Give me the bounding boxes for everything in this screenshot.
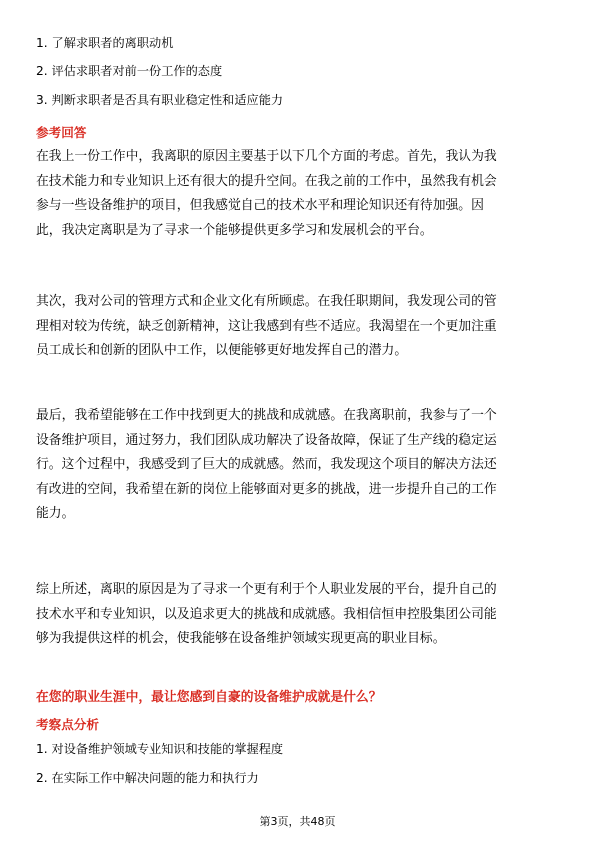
paragraph-line: 在我上一份工作中，我离职的原因主要基于以下几个方面的考虑。首先，我认为我 <box>36 149 497 164</box>
paragraph-line: 设备维护项目，通过努力，我们团队成功解决了设备故障，保证了生产线的稳定运 <box>36 432 497 448</box>
paragraph-line: 够为我提供这样的机会，使我能够在设备维护领域实现更高的职业目标。 <box>36 631 446 646</box>
paragraph-line: 其次，我对公司的管理方式和企业文化有所顾虑。在我任职期间，我发现公司的管 <box>36 294 497 309</box>
intent-item-3: 3. 判断求职者是否具有职业稳定性和适应能力 <box>36 93 284 107</box>
paragraph-line: 参与一些设备维护的项目，但我感觉自己的技术水平和理论知识还有待加强。因 <box>36 198 484 213</box>
analysis-heading: 考察点分析 <box>36 717 99 732</box>
paragraph-line: 员工成长和创新的团队中工作，以便能够更好地发挥自己的潜力。 <box>36 343 408 358</box>
paragraph-line: 此，我决定离职是为了寻求一个能够提供更多学习和发展机会的平台。 <box>36 222 433 238</box>
answer-heading: 参考回答 <box>36 125 87 140</box>
answer-paragraph-2 <box>36 290 564 364</box>
intent-item-1: 1. 了解求职者的离职动机 <box>36 36 174 50</box>
answer-paragraph-3 <box>36 404 564 527</box>
paragraph-line: 能力。 <box>36 506 75 521</box>
answer-paragraph-1 <box>36 145 564 243</box>
paragraph-line: 在技术能力和专业知识上还有很大的提升空间。在我之前的工作中，虽然我有机会 <box>36 173 497 189</box>
question-heading: 在您的职业生涯中，最让您感到自豪的设备维护成就是什么？ <box>36 690 382 705</box>
paragraph-line: 行。这个过程中，我感受到了巨大的成就感。然而，我发现这个项目的解决方法还 <box>36 457 497 472</box>
page-footer: 第3页，共48页 <box>259 815 336 828</box>
answer-paragraph-4 <box>36 578 564 652</box>
analysis-item-1: 1. 对设备维护领域专业知识和技能的掌握程度 <box>36 742 284 756</box>
paragraph-line: 技术水平和专业知识，以及追求更大的挑战和成就感。我相信恒申控股集团公司能 <box>36 606 497 622</box>
paragraph-line: 理相对较为传统，缺乏创新精神，这让我感到有些不适应。我渴望在一个更加注重 <box>36 318 497 334</box>
analysis-item-2: 2. 在实际工作中解决问题的能力和执行力 <box>36 771 259 785</box>
paragraph-line: 最后，我希望能够在工作中找到更大的挑战和成就感。在我离职前，我参与了一个 <box>36 408 497 423</box>
intent-item-2: 2. 评估求职者对前一份工作的态度 <box>36 64 223 78</box>
paragraph-line: 有改进的空间，我希望在新的岗位上能够面对更多的挑战，进一步提升自己的工作 <box>36 481 497 497</box>
paragraph-line: 综上所述，离职的原因是为了寻求一个更有利于个人职业发展的平台，提升自己的 <box>36 582 497 597</box>
